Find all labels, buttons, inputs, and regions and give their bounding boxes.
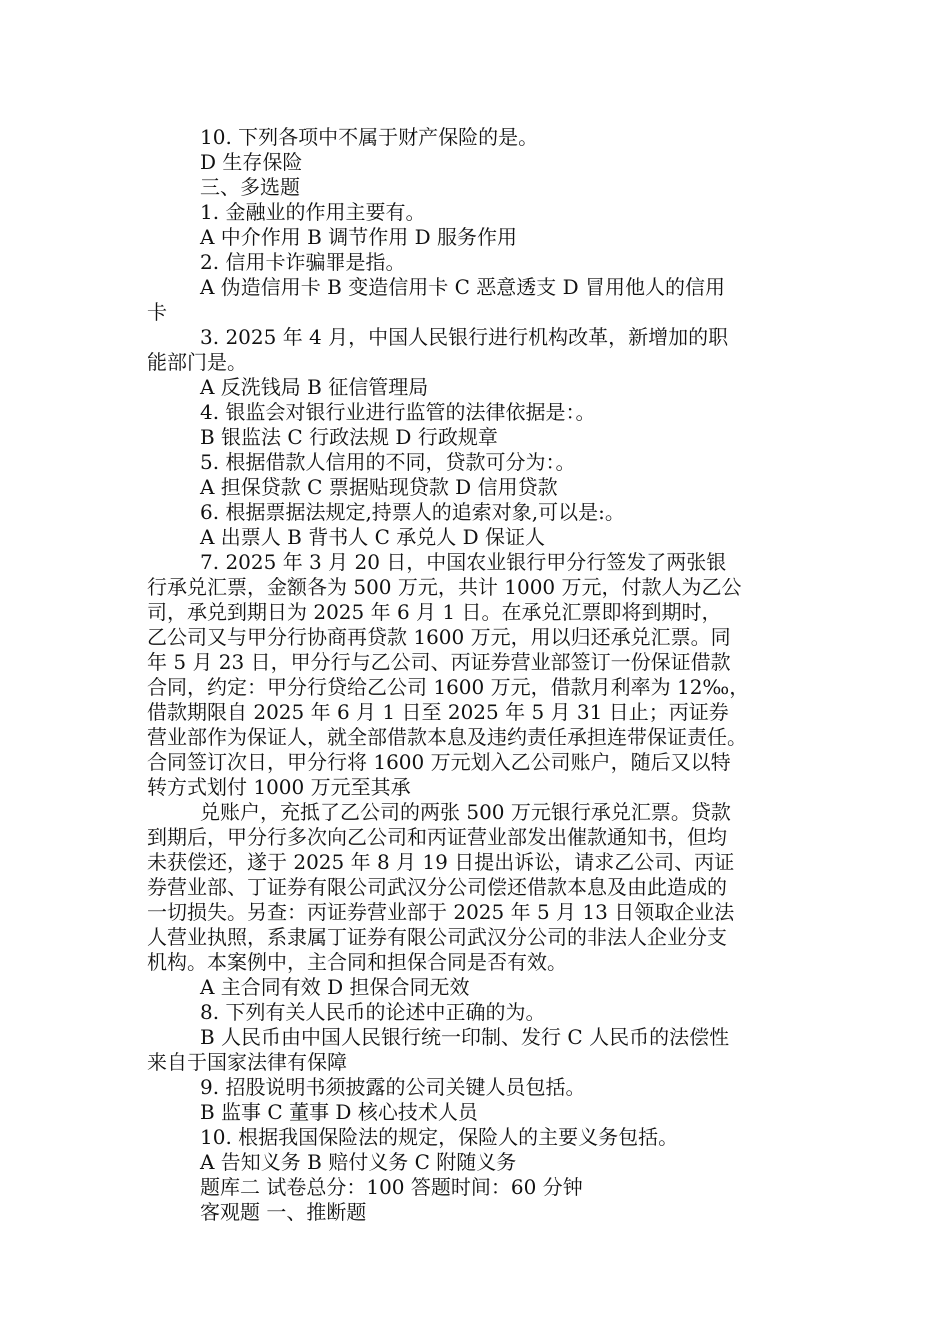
answer-10-insurer-duties: A 告知义务 B 赔付义务 C 附随义务 (200, 1150, 517, 1174)
answer-6: A 出票人 B 背书人 C 承兑人 D 保证人 (200, 525, 545, 549)
question-8: 8. 下列有关人民币的论述中正确的为。 (200, 1000, 546, 1024)
question-7-line: 营业部作为保证人，就全部借款本息及违约责任承担连带保证责任。 (147, 725, 747, 749)
answer-8: B 人民币由中国人民银行统一印制、发行 C 人民币的法偿性 (200, 1025, 730, 1049)
question-7-line: 到期后，甲分行多次向乙公司和丙证营业部发出催款通知书，但均 (147, 825, 727, 849)
answer-5: A 担保贷款 C 票据贴现贷款 D 信用贷款 (200, 475, 558, 499)
answer-2: A 伪造信用卡 B 变造信用卡 C 恶意透支 D 冒用他人的信用 (200, 275, 725, 299)
question-5: 5. 根据借款人信用的不同，贷款可分为：。 (200, 450, 576, 474)
answer-3: A 反洗钱局 B 征信管理局 (200, 375, 429, 399)
question-7-line: 机构。本案例中，主合同和担保合同是否有效。 (147, 950, 567, 974)
question-7-line: 转方式划付 1000 万元至其承 (147, 775, 411, 799)
section-heading-multiple-choice: 三、多选题 (200, 175, 300, 199)
answer-4: B 银监法 C 行政法规 D 行政规章 (200, 425, 498, 449)
question-3-continued: 能部门是。 (147, 350, 247, 374)
question-7-line: 兑账户，充抵了乙公司的两张 500 万元银行承兑汇票。贷款 (200, 800, 731, 824)
question-10-property-insurance: 10. 下列各项中不属于财产保险的是。 (200, 125, 539, 149)
answer-10: D 生存保险 (200, 150, 303, 174)
question-1: 1. 金融业的作用主要有。 (200, 200, 426, 224)
answer-9: B 监事 C 董事 D 核心技术人员 (200, 1100, 478, 1124)
answer-7: A 主合同有效 D 担保合同无效 (200, 975, 470, 999)
question-7-line: 7. 2025 年 3 月 20 日，中国农业银行甲分行签发了两张银 (200, 550, 727, 574)
question-7-line: 合同签订次日，甲分行将 1600 万元划入乙公司账户，随后又以特 (147, 750, 731, 774)
question-7-line: 券营业部、丁证券有限公司武汉分公司偿还借款本息及由此造成的 (147, 875, 727, 899)
answer-8-continued: 来自于国家法律有保障 (147, 1050, 347, 1074)
question-6: 6. 根据票据法规定,持票人的追索对象,可以是:。 (200, 500, 625, 524)
question-7-line: 年 5 月 23 日，甲分行与乙公司、丙证券营业部签订一份保证借款 (147, 650, 731, 674)
question-7-line: 行承兑汇票，金额各为 500 万元，共计 1000 万元，付款人为乙公 (147, 575, 742, 599)
question-2: 2. 信用卡诈骗罪是指。 (200, 250, 406, 274)
answer-1: A 中介作用 B 调节作用 D 服务作用 (200, 225, 517, 249)
answer-2-continued: 卡 (147, 300, 167, 324)
question-4: 4. 银监会对银行业进行监管的法律依据是：。 (200, 400, 596, 424)
question-9: 9. 招股说明书须披露的公司关键人员包括。 (200, 1075, 586, 1099)
question-7-line: 借款期限自 2025 年 6 月 1 日至 2025 年 5 月 31 日止；丙证券 (147, 700, 729, 724)
question-7-line: 合同，约定：甲分行贷给乙公司 1600 万元，借款月利率为 12‰， (147, 675, 750, 699)
question-7-line: 乙公司又与甲分行协商再贷款 1600 万元，用以归还承兑汇票。同 (147, 625, 731, 649)
question-3: 3. 2025 年 4 月，中国人民银行进行机构改革，新增加的职 (200, 325, 729, 349)
exam-info-line: 题库二 试卷总分：100 答题时间：60 分钟 (200, 1175, 583, 1199)
question-7-line: 人营业执照，系隶属丁证券有限公司武汉分公司的非法人企业分支 (147, 925, 727, 949)
question-7-line: 一切损失。另查：丙证券营业部于 2025 年 5 月 13 日领取企业法 (147, 900, 735, 924)
question-7-line: 司，承兑到期日为 2025 年 6 月 1 日。在承兑汇票即将到期时， (147, 600, 722, 624)
question-7-line: 未获偿还，遂于 2025 年 8 月 19 日提出诉讼，请求乙公司、丙证 (147, 850, 735, 874)
section-heading-objective: 客观题 一、推断题 (200, 1200, 367, 1224)
question-10-insurer-duties: 10. 根据我国保险法的规定，保险人的主要义务包括。 (200, 1125, 679, 1149)
